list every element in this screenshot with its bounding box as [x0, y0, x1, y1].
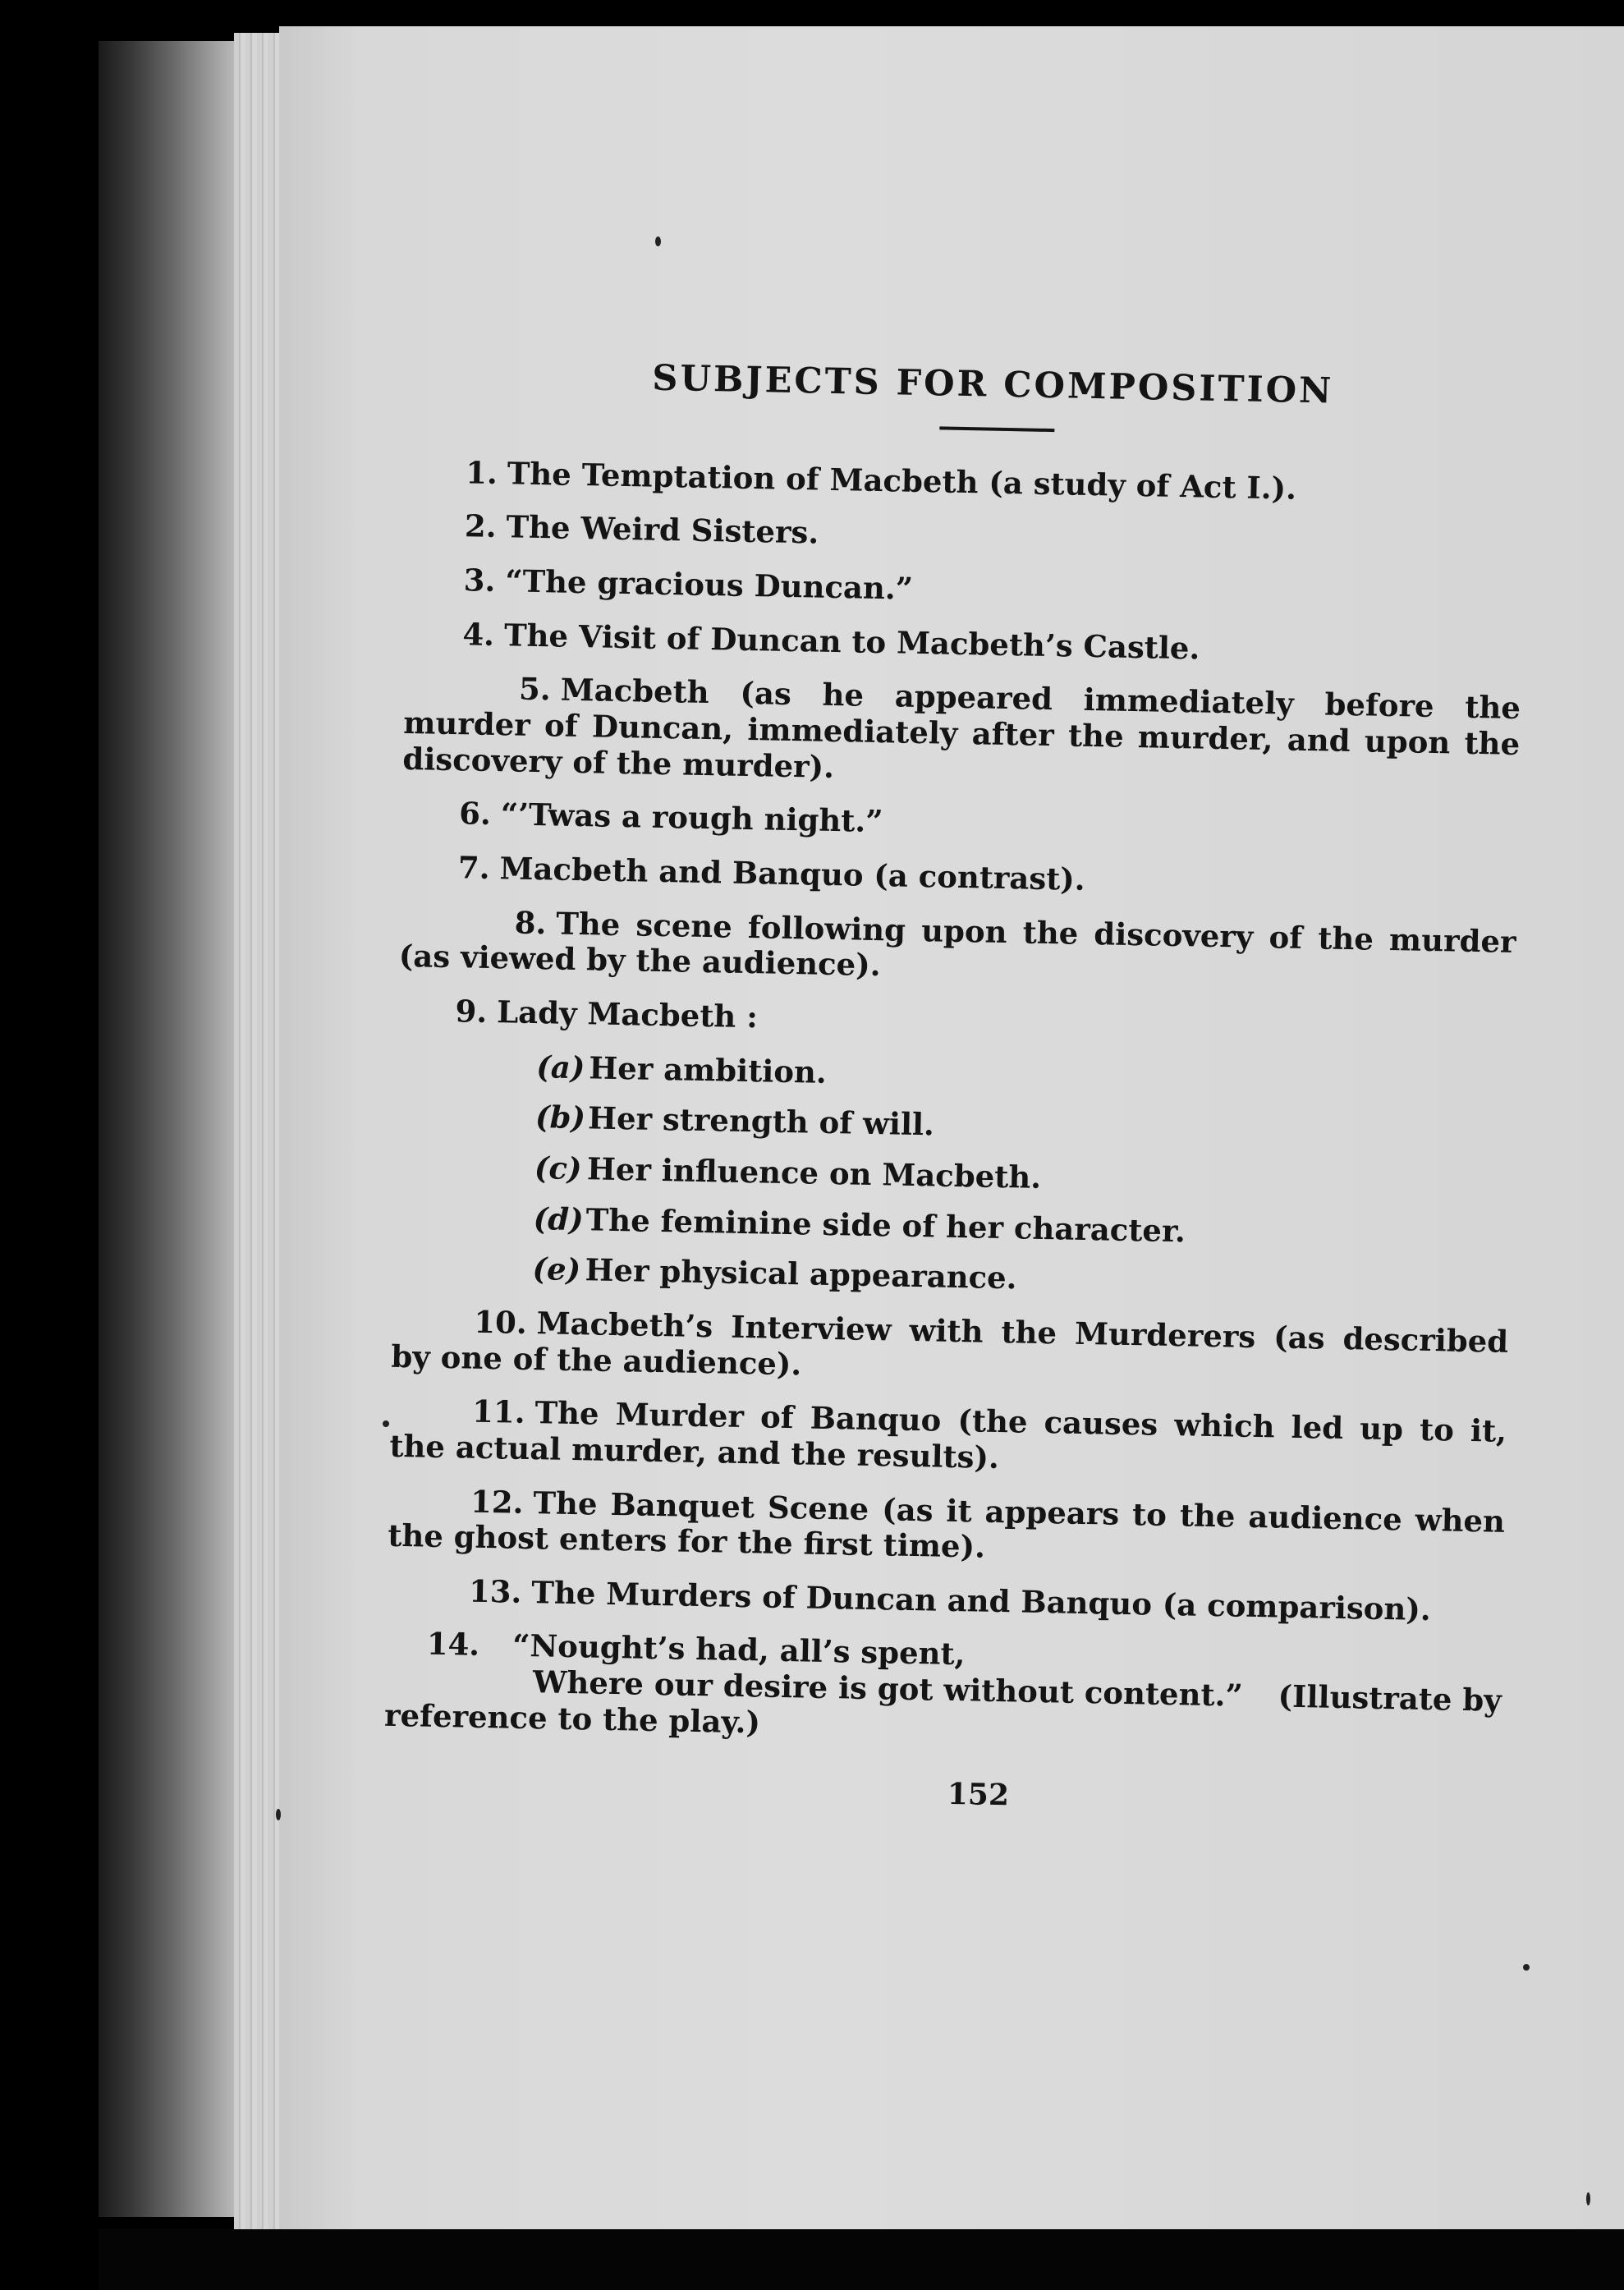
list-item-quote — [384, 1626, 1502, 1755]
item-text: The Banquet Scene (as it appears to the audience when the ghost enters for the first time). — [387, 1484, 1506, 1565]
item-text: The Visit of Duncan to Macbeth’s Castle. — [503, 616, 1200, 667]
sub-list-item — [532, 1251, 1510, 1306]
quote-line-2: Where our desire is got without content.” — [532, 1664, 1244, 1714]
list-item — [407, 507, 1525, 565]
item-text: Lady Macbeth : — [496, 994, 759, 1035]
sub-list-item — [534, 1150, 1512, 1205]
sub-list-item — [533, 1201, 1511, 1255]
list-item — [402, 669, 1521, 798]
list-item — [401, 795, 1519, 852]
item-text: The Murder of Banquo (the causes which led up to it, the actual murder, and the results). — [389, 1394, 1507, 1475]
sub-list-item — [535, 1099, 1513, 1154]
item-text: The Murders of Duncan and Banquo (a comparison). — [531, 1573, 1432, 1627]
list-item — [391, 1303, 1508, 1396]
list-item — [387, 1572, 1504, 1630]
item-text: “’Twas a rough night.” — [500, 796, 883, 840]
page-title: SUBJECTS FOR COMPOSITION — [651, 357, 1334, 412]
item-number: 12. — [470, 1483, 524, 1521]
list-item — [401, 849, 1518, 906]
ink-speck — [383, 1420, 389, 1427]
item-number: 5. — [518, 670, 552, 708]
list-item — [406, 562, 1523, 619]
sub-list — [392, 1046, 1513, 1306]
page-edges — [234, 33, 283, 2233]
item-number: 11. — [471, 1393, 526, 1431]
item-number: 10. — [473, 1303, 528, 1341]
list-item — [408, 454, 1525, 512]
sub-item-text: Her influence on Macbeth. — [586, 1150, 1042, 1195]
item-text: “The gracious Duncan.” — [504, 562, 914, 607]
list-item — [398, 903, 1516, 996]
sub-item-letter: (c) — [534, 1150, 582, 1187]
sub-item-text: Her strength of will. — [587, 1099, 935, 1143]
item-number: 7. — [457, 849, 491, 886]
book-spine — [99, 41, 238, 2217]
quote-note: (Illustrate by reference to the play.) — [383, 1677, 1502, 1741]
ink-speck — [1523, 1964, 1530, 1971]
item-number: 14. — [426, 1626, 480, 1664]
sub-item-text: Her ambition. — [588, 1049, 828, 1090]
list-item — [397, 993, 1515, 1050]
scan-border — [99, 2229, 1624, 2290]
ink-speck — [1586, 2192, 1590, 2205]
item-text: Macbeth (as he appeared immediately before the murder of Duncan, immediately after the murder, and upon the discovery of the murder). — [402, 671, 1521, 785]
item-number: 8. — [514, 904, 547, 941]
title-rule — [939, 426, 1054, 432]
sub-item-letter: (e) — [532, 1251, 581, 1288]
list-item — [389, 1393, 1507, 1485]
item-text: The Temptation of Macbeth (a study of Act I.). — [507, 455, 1297, 507]
item-number: 2. — [464, 507, 498, 545]
ink-speck — [276, 1809, 281, 1820]
item-number: 4. — [462, 615, 495, 653]
quote-line-1: “Nought’s had, all’s spent, — [512, 1627, 966, 1673]
page-content — [383, 353, 1527, 1823]
sub-item-text: The feminine side of her character. — [585, 1200, 1186, 1249]
item-text: Macbeth’s Interview with the Murderers (as described by one of the audience). — [391, 1305, 1509, 1382]
sub-item-letter: (a) — [535, 1048, 585, 1085]
item-text: Macbeth and Banquo (a contrast). — [499, 850, 1086, 897]
item-text: The scene following upon the discovery of the murder (as viewed by the audience). — [398, 905, 1516, 984]
item-text: The Weird Sisters. — [506, 508, 819, 551]
list-item — [405, 616, 1522, 673]
sub-item-letter: (d) — [533, 1200, 585, 1237]
ink-speck — [655, 236, 661, 246]
item-number: 1. — [465, 454, 498, 491]
sub-list-item — [536, 1049, 1514, 1104]
page-number: 152 — [947, 1777, 1010, 1813]
item-number: 3. — [463, 562, 496, 599]
sub-item-letter: (b) — [534, 1099, 586, 1136]
list-item — [388, 1482, 1505, 1575]
item-number: 9. — [455, 993, 488, 1030]
item-number: 13. — [468, 1572, 522, 1610]
item-number: 6. — [458, 795, 492, 833]
sub-item-text: Her physical appearance. — [585, 1251, 1017, 1296]
